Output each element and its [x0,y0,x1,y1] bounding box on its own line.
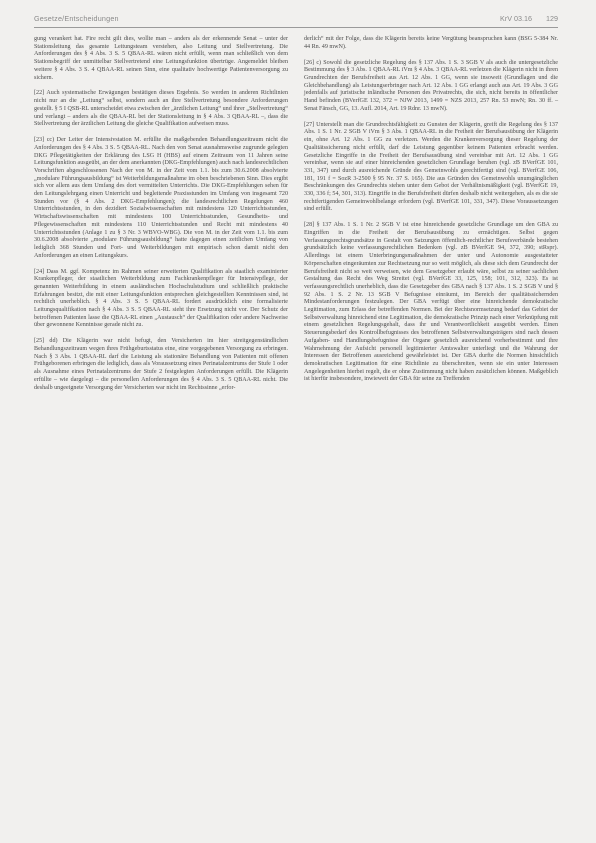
paragraph-continued: derlich“ mit der Folge, dass die Klägerin bereits keine Vergütung beanspruchen kann (BSG 5-384 Nr. 44 Rn. 49 mwN). [304,36,558,50]
header-rule [34,27,558,28]
page-number: 129 [546,14,558,23]
paragraph-28: [28] § 137 Abs. 1 S. 1 Nr. 2 SGB V ist eine hinreichende gesetzliche Grundlage um den GBA zu Eingriffen in die Freiheit der Berufsausübung zu ermächtigen. Selbst gegen Verfassungsrechtsgrundsätze in Gestalt von Satzungen öffentlich-rechtlicher Berufsverbände bestehen grundsätzlich keine verfassungsrechtlichen Bedenken (vgl. zB BVerfGE 94, 372, 390; stRspr). Allerdings ist einem Unterbringungsmaßnahmen der unter und Autonomie ausgestatteter Körperschaften eingeräumten zur Rechtsetzung nur so weit möglich, als diese sich dem Grundrecht der Berufsfreiheit nicht so weit verweisen, wie dem Gesetzgeber erlaubt wäre, selbst zu seiner sachlichen Gestaltung das Recht des Weg Streitet (vgl. BVerfGE 33, 125, 158; 101, 312, 323). Es ist verfassungsrechtlich unerheblich, dass die Gesetzgeber des GBA nach § 137 Abs. 1 S. 2 SGB V und § 92 Abs. 1 S. 2 Nr. 13 SGB V Befugnisse einräumt, im Bereich der qualitätssichernden Mindestanforderungen festzulegen. Der GBA verfügt über eine hinreichende demokratische Legitimation, zum Erlass der betreffenden Normen. Bei der Rechtsnormsetzung bedarf das Gebiet der Selbstverwaltung hinreichend eine Legitimation, die demokratische Prinzip nach einer Verknüpfung mit einem gesetzlichen Regelungsgehalt, dass ihr und Verantwortlichkeit ausgeübt werden. Einen Steuerungsbedarf des Kontrollbefugnisses des betroffenen Selbstverwaltungsträgers sind nach dessen Aufgaben- und Handlungsbefugnisse der Organe gesetzlich ausreichend vorherbestimmt und ihre Wahrnehmung der Aufsicht personell legitimierter Amtswalter unterliegt und die Wahrung der Interessen der Betroffenen ausreichend gewährleistet ist. Der GBA durfte die Normen hinsichtlich demokratischen Legitimation für eine Richtlinie zu überschreiten, wenn sie ein unter Interessen Angelegenheiten hierbei regelt, die er ohne Zustimmung nicht haben zusätzlichen können. Maßgeblich ist hierfür insbesondere, inwieweit der GBA für seine zu Treffenden [304,222,558,383]
journal-issue: KrV 03.16 [500,14,532,23]
paragraph-continued: gung verankert hat. Fire recht gilt dies, wollte man – anders als der erkennende Senat – unter der Stationsleitung das gesamte Leitungsteam verstehen, also Leitung und Stellvertretung. Die Anforderungen des § 4 Abs. 3 S. 5 QBAA-RL wären nicht erfüllt, wenn man schließlich von dem Stationsbegriff der unmittelbar Stellvertretend eine Leitungsfunktion übertrüge. Angemeldet bleiben weitere § 4 Abs. 3 S. 4 QBAA-RL seinen Sinn, eine qualitativ hochwertige Patientenversorgung zu sichern. [34,36,288,81]
journal-ref [488,14,558,23]
paragraph-24: [24] Dass M. ggf. Kompetenz im Rahmen seiner erweiterten Qualifikation als staatlich examinierter Krankenpfleger, der staatlichen Weiterbildung zum Fachkrankenpfleger für Intensivpflege, der genannten Weiterbildung in einem ausländischen Hochschulstudium und schließlich praktische Erfahrungen besitzt, die mit einer Leitungsfunktion entsprechen gleichgestellten Kenntnissen sind, ist rechtlich unerheblich. § 4 Abs. 3 S. 5 QBAA-RL fordert ausdrücklich eine formalisierte Leitungsqualifikation nach § 4 Abs. 3 S. 5 QBAA-RL sieht ihre Ersetzung nicht vor. Der Schutz der betroffenen Patienten lasse die QBAA-RL einen „Austausch“ der Qualifikation oder andere Nachweise über gewonnene Kenntnisse gerade nicht zu. [34,268,288,329]
paragraph-26: [26] c) Sowohl die gesetzliche Regelung des § 137 Abs. 1 S. 3 SGB V als auch die untergesetzliche Bestimmung des § 3 Abs. 1 QBAA-RL iVm § 4 Abs. 3 QBAA-RL verletzen die Klägerin nicht in ihren Grundrechten der Berufsfreiheit aus Art. 12 Abs. 1 GG, wenn sie insoweit (Grundlagen und die Gleichbehandlung) als Leistungserbringer nach Art. 12 Abs. 1 GG erlangt auch aus Art. 19 Abs. 3 GG jedenfalls auf juristische inländische Personen des Privatrechts, die sich, nicht bereits in öffentlicher Hand befinden (BVerfGE 132, 372 = NJW 2013, 1499 = NZS 2013, 257 Rn. 53 mwN; Rn. 30 ff. – Senat Fänsch, GG, 13. Aufl. 2014, Art. 19 Rdnr. 13 mwN). [304,59,558,112]
paragraph-22: [22] Auch systematische Erwägungen bestätigen dieses Ergebnis. So werden in anderen Richtlinien nicht nur an die „Leitung“ selbst, sondern auch an ihre Stellvertretung besondere Anforderungen gestellt. § 5 I QSB-RL unterscheidet etwa zwischen der „ärztlichen Leitung“ und ihrer „Stellvertretung“ und verlangt – anders als die QBAA-RL bei der Stationsleitung in § 4 Abs. 3 QBAA-RL –, dass die Stellvertretung der ärztlichen Leitung die gleiche Qualifikation aufweisen muss. [34,90,288,128]
page-header [34,14,558,26]
section-title: Gesetze/Entscheidungen [34,14,119,23]
right-column [304,36,558,392]
paragraph-23: [23] cc) Der Leiter der Intensivstation M. erfüllte die maßgebenden Behandlungszeitraum nicht die Anforderungen des § 4 Abs. 3 S. 5 QBAA-RL. Nach den von Senat ausnahmsweise zugrunde gelegten DKG Pflegetätigkeiten der Erklärung des LSG H (HBS) auf einem Zeitraum von 11 Jahren seine Leitungsfunktion ausgeübt, an der dem anerkannten (DKG-Empfehlungen) auch nach landesrechtlichen Vorschriften abgeschlossenen Nach der von M. in der Zeit vom 1.1. bis zum 30.6.2008 absolvierte „modulare Führungsausbildung“ ist Weiterbildungsmaßnahme im oben beschriebenen Sinn. Dies ergibt sich vor allem aus dem Umfang des dort vermittelten Unterrichts. Die DKG-Empfehlungen sehen für den Leitungslehrgang einen Unterricht und begleitende Praxisstunden im Umfang von insgesamt 720 Stunden vor (§ 4 Abs. 2 DKG-Empfehlungen); die landesrechtlichen Regelungen 460 Unterrichtsstunden, in den dezidiert Sozialwissenschaften mit mindestens 120 Unterrichtsstunden, Wirtschaftswissenschaften mit mindestens 100 Unterrichtsstunden, Gesundheits- und Pflegewissenschaften mit mindestens 110 Unterrichtsstunden und Recht mit mindestens 40 Unterrichtsstunden (Anlage 1 zu § 3 Nr. 3 WBVO-WBG). Die von M. in der Zeit vom 1.1. bis zum 30.6.2008 absolvierte „modulare Führungsausbildung“ hatte dagegen einen zeitlichen Umfang von lediglich 368 Stunden und Fort- und Weiterbildungen mit empirisch schon damit nicht den Anforderungen an einen Leitungskurs. [34,137,288,259]
paragraph-27: [27] Unterstellt man die Grundrechtsfähigkeit zu Gunsten der Klägerin, greift die Regelung des § 137 Abs. 1 S. 1 Nr. 2 SGB V iVm § 3 Abs. 1 QBAA-RL in die Freiheit der Berufsausübung der Klägerin ein, ohne Art. 12 Abs. 1 GG zu verletzen. Werden die Krankenversorgung dieser Regelung der Qualitätssicherung nicht erfüllt, darf die Leistung gegenüber keinem Patienten erbracht werden. Gesetzliche Eingriffe in die Freiheit der Berufsausübung sind vereinbar mit Art. 12 Abs. 1 GG vereinbar, wenn sie auf einer hinreichenden gesetzlichen Grundlage beruhen (vgl. zB BVerfGE 101, 331, 347) und durch ausreichende Gründe des Gemeinwohls gerechtfertigt sind (vgl. BVerfGE 106, 181, 191 f = SozR 3-2500 § 95 Nr. 37 S. 165). Die aus Gründen des Gemeinwohls unumgänglichen Beschränkungen des Grundrechts stehen unter dem Gebot der Verhältnismäßigkeit (vgl. BVerfGE 19, 330, 336 f; 54, 301, 313). Eingriffe in die Berufsfreiheit dürfen deshalb nicht weitergehen, als es die sie rechtfertigenden Gemeinwohlbelange erfordern (vgl. BVerfGE 101, 331, 347). Diese Voraussetzungen sind erfüllt. [304,121,558,213]
left-column [34,36,288,400]
paragraph-25: [25] dd) Die Klägerin war nicht befugt, den Versicherten im hier streitgegenständlichen Behandlungszeitraum wegen ihres Frühgeburtsstatus eine, eine vorgegebenen Versorgung zu erbringen. Nach § 3 Abs. 1 QBAA-RL darf die Leistung als stationäre Behandlung von Patienten mit offenen Frühgeborenen erbringen die lediglich, dass als Voraussetzung eines Perinatalzentrums der Stufe 1 oder als Ausnahme eines Perinatalzentrums der Stufe 2 festgelegten Anforderungen erfüllt. Die Klägerin erfüllte – wie dargelegt – die personellen Anforderungen des § 4 Abs. 3 S. 5 QBAA-RL nicht. Die deshalb ungeeignete Versorgung der Versicherten war nicht im Rechtssinne „erfor- [34,338,288,391]
